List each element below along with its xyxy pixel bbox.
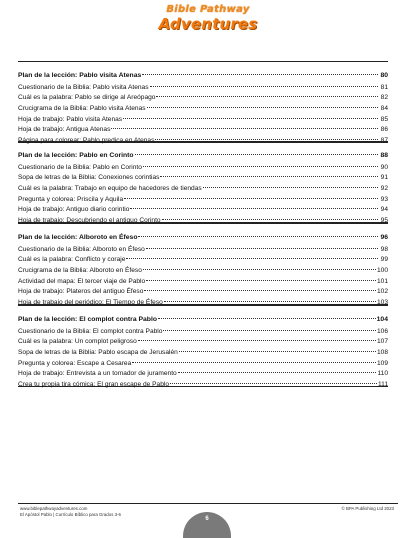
- entry-page: 91: [380, 174, 388, 182]
- entry-page: 101: [376, 277, 388, 285]
- entry-page: 99: [380, 256, 388, 264]
- entry-title: Cuestionario de la Biblia: El complot contra Pablo: [18, 327, 163, 335]
- entry-page: 92: [380, 185, 388, 193]
- logo-line-2: Adventures: [158, 15, 258, 33]
- entry-page: 94: [380, 206, 388, 214]
- entry-title: Actividad del mapa: El tercer viaje de Pablo: [18, 277, 146, 285]
- section-heading[interactable]: [18, 145, 388, 157]
- entry-page: 85: [380, 115, 388, 123]
- entry-page: 100: [376, 267, 388, 275]
- entry-page: 102: [376, 288, 388, 296]
- entry-title: Hoja de trabajo: Antigua Atenas: [18, 126, 111, 134]
- section-heading[interactable]: [18, 227, 388, 239]
- section-title: Plan de la lección: Pablo en Corinto: [18, 152, 134, 159]
- toc-section: [18, 61, 388, 143]
- section-title: Plan de la lección: El complot contra Pablo: [18, 316, 157, 323]
- entry-page: 111: [377, 381, 388, 389]
- footer-subtitle: El Apóstol Pablo | Currículo Bíblico para Grados 3-6: [20, 512, 121, 517]
- page-number: 6: [205, 516, 209, 522]
- section-page: 80: [380, 72, 388, 79]
- entry-title: Página para colorear: Pablo predica en Atenas: [18, 137, 155, 145]
- entry-page: 84: [380, 105, 388, 113]
- entry-page: 90: [380, 163, 388, 171]
- section-page: 104: [376, 316, 388, 323]
- section-title: Plan de la lección: Alboroto en Éfeso: [18, 234, 138, 241]
- entry-page: 86: [380, 126, 388, 134]
- entry-title: Hoja de trabajo: Antiguo diario corintio: [18, 206, 130, 214]
- entry-page: 81: [380, 83, 388, 91]
- entry-title: Pregunta y colorea: Priscila y Aquila: [18, 195, 124, 203]
- entry-title: Hoja de trabajo: Entrevista a un tomador de juramento: [18, 370, 177, 378]
- brand-logo: [0, 4, 416, 44]
- entry-page: 106: [376, 327, 388, 335]
- entry-title: Hoja de trabajo: Descubriendo el antiguo Corinto: [18, 217, 161, 225]
- entry-title: Crucigrama de la Biblia: Alboroto en Éfeso: [18, 267, 142, 275]
- section-page: 96: [380, 234, 388, 241]
- entry-page: 108: [376, 349, 388, 357]
- section-heading[interactable]: [18, 309, 388, 321]
- entry-page: 107: [376, 338, 388, 346]
- entry-title: Sopa de letras de la Biblia: Pablo escapa de Jerusalén: [18, 349, 178, 357]
- toc-section: [18, 141, 388, 223]
- entry-title: Sopa de letras de la Biblia: Conexiones corintias: [18, 174, 160, 182]
- entry-title: Cuál es la palabra: Trabajo en equipo de hacedores de tiendas: [18, 185, 202, 193]
- entry-page: 103: [376, 299, 388, 307]
- entry-title: Pregunta y colorea: Escape a Cesarea: [18, 359, 132, 367]
- entry-title: Cuál es la palabra: Un complot peligroso: [18, 338, 137, 346]
- entry-title: Cuestionario de la Biblia: Alboroto en Éfeso: [18, 245, 145, 253]
- entry-page: 93: [380, 195, 388, 203]
- footer-divider: [18, 503, 398, 504]
- entry-title: Cuál es la palabra: Conflicto y coraje: [18, 256, 126, 264]
- entry-title: Hoja de trabajo: Plateros del antiguo Éfeso: [18, 288, 144, 296]
- toc-section: [18, 223, 388, 305]
- entry-page: 109: [376, 359, 388, 367]
- entry-title: Cuestionario de la Biblia: Pablo en Corinto: [18, 163, 142, 171]
- section-page: 88: [380, 152, 388, 159]
- entry-title: Crucigrama de la Biblia: Pablo visita Atenas: [18, 105, 146, 113]
- section-title: Plan de la lección: Pablo visita Atenas: [18, 72, 142, 79]
- entry-page: 95: [380, 217, 388, 225]
- entry-title: Crea tu propia tira cómica: El gran escape de Pablo: [18, 381, 170, 389]
- entry-title: Hoja de trabajo del periódico: El Tiempo de Éfeso: [18, 299, 163, 307]
- entry-title: Hoja de trabajo: Pablo visita Atenas: [18, 115, 123, 123]
- footer-copyright: © BPA Publishing Ltd 2023: [341, 506, 394, 511]
- entry-page: 82: [380, 94, 388, 102]
- footer-left: [20, 506, 121, 518]
- toc-section: [18, 305, 388, 387]
- entry-title: Cuestionario de la Biblia: Pablo visita Atenas: [18, 83, 149, 91]
- section-heading[interactable]: [18, 65, 388, 77]
- footer-website[interactable]: www.biblepathwayadventures.com: [20, 506, 88, 511]
- entry-page: 110: [377, 370, 388, 378]
- entry-page: 87: [380, 137, 388, 145]
- entry-title: Cuál es la palabra: Pablo se dirige al Areópago: [18, 94, 156, 102]
- entry-page: 98: [380, 245, 388, 253]
- logo-line-1: Bible Pathway: [166, 4, 250, 15]
